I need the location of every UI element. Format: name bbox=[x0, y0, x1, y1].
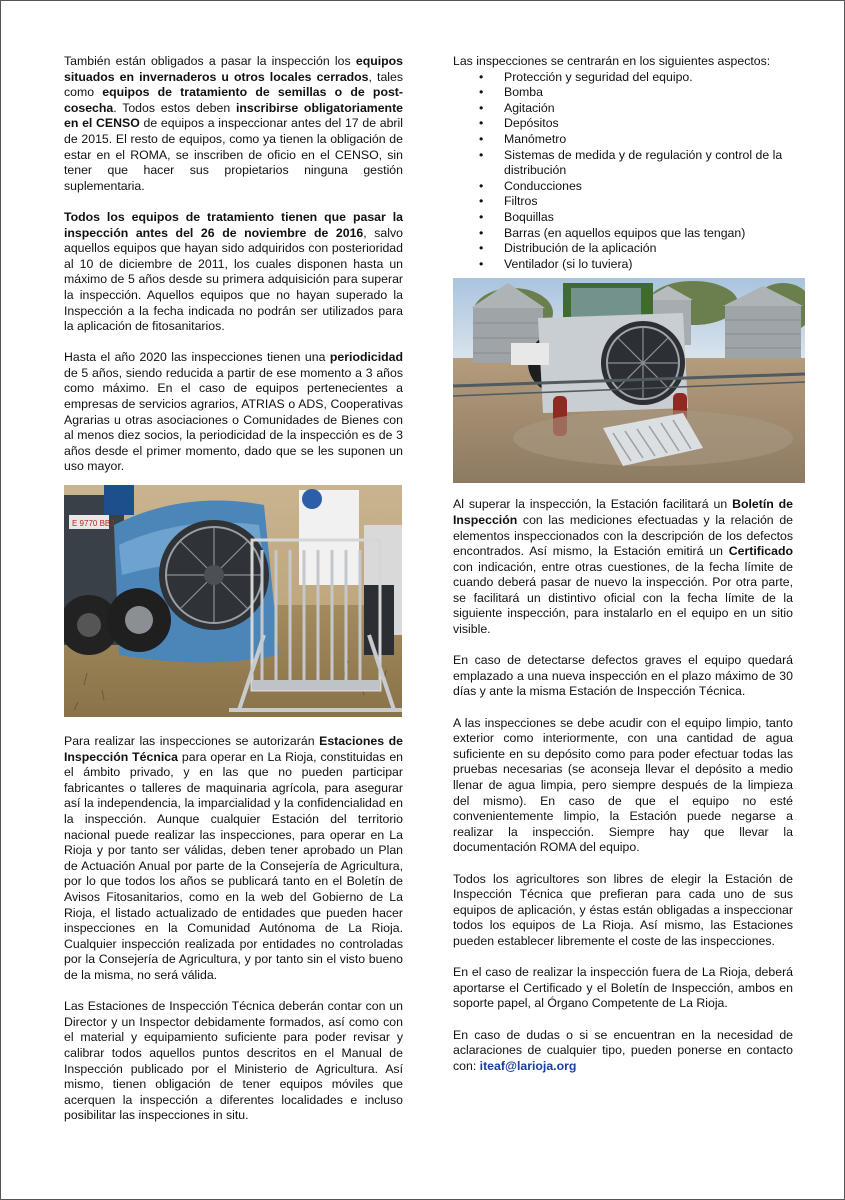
text: Al superar la inspección, la Estación facilitará un bbox=[453, 497, 733, 512]
left-column bbox=[64, 54, 403, 1124]
list-item: • Protección y seguridad del equipo. bbox=[453, 70, 793, 86]
bold-text: equipos de tratamiento de semillas o de post-cosecha bbox=[64, 85, 403, 115]
bold-text: periodicidad bbox=[329, 350, 403, 365]
list-item: • Conducciones bbox=[453, 179, 793, 195]
paragraph-censo bbox=[64, 54, 403, 194]
right-column bbox=[453, 54, 793, 1074]
text: , tales como bbox=[64, 69, 404, 100]
text: , salvo aquellos equipos que hayan sido adquiridos con posterioridad al 10 de diciembre de 2011, los cuales disponen hasta un máximo de 5 años desde su primera adquisición para superar la inspección. Aquellos equipos que no hayan superado la Inspección a la fecha indicada no podrán ser utilizados para la aplicación de fitosanitarios. bbox=[64, 225, 403, 334]
bold-text: Boletín de Inspección bbox=[453, 497, 793, 527]
text: . Todos estos deben bbox=[113, 100, 236, 115]
list-item: • Ventilador (si lo tuviera) bbox=[453, 257, 793, 273]
list-item: • Bomba bbox=[453, 85, 793, 101]
photo-tractor-sprayer bbox=[453, 278, 805, 483]
paragraph-periodicity bbox=[64, 350, 403, 475]
paragraph-bulletin bbox=[453, 497, 793, 637]
text: También están obligados a pasar la inspección los bbox=[64, 54, 356, 68]
aspects-list bbox=[453, 70, 793, 273]
bold-text: inscribirse obligatoriamente en el CENSO bbox=[64, 100, 404, 131]
list-item: • Distribución de la aplicación bbox=[453, 241, 793, 257]
photo-sprayer-inspection bbox=[64, 485, 402, 717]
list-item: • Boquillas bbox=[453, 210, 793, 226]
license-plate-text: E 9770 BBJ bbox=[72, 519, 115, 529]
bold-text: equipos situados en invernaderos u otros locales cerrados bbox=[64, 54, 403, 84]
paragraph-free-choice: Todos los agricultores son libres de elegir la Estación de Inspección Técnica que prefieran para cada uno de sus equipos de aplicación, y éstas están obligadas a inspeccionar todos los equipos de La Rioja. Así mismo, las Estaciones pueden establecer libremente el coste de las inspecciones. bbox=[453, 871, 793, 948]
paragraph-stations bbox=[64, 734, 403, 984]
text: En caso de dudas o si se encuentran en la necesidad de aclaraciones de cualquier tipo, pueden ponerse en contacto con: bbox=[453, 1027, 793, 1073]
sprayer-photo-illustration bbox=[64, 485, 402, 717]
text: de equipos a inspeccionar antes del 17 de abril de 2015. El resto de equipos, como ya tienen la obligación de estar en el ROMA, se inscriben de oficio en el CENSO, sin tener que hacer sus propietarios ninguna gestión suplementaria. bbox=[64, 116, 403, 193]
bold-text: Estaciones de Inspección Técnica bbox=[64, 734, 403, 764]
list-item: • Depósitos bbox=[453, 116, 793, 132]
paragraph-station-requirements: Las Estaciones de Inspección Técnica deberán contar con un Director y un Inspector debidamente formados, así como con el material y equipamiento suficiente para poder revisar y calibrar todos aquellos puntos descritos en el Manual de Inspección publicado por el Ministerio de Agricultura. Así mismo, tienen obligación de tener equipos móviles que acerquen la inspección a diferentes localidades e incluso posibilitar las inspecciones in situ. bbox=[64, 999, 403, 1123]
paragraph-deadline bbox=[64, 210, 403, 335]
text: con indicación, entre otras cuestiones, de la fecha límite de cuando deberá pasar de nuevo la inspección. Por otra parte, se facilitará un distintivo oficial con la fecha límite de la siguiente inspección, para instalarlo en el equipo en un sitio visible. bbox=[453, 559, 793, 637]
paragraph-contact bbox=[453, 1028, 793, 1075]
list-item: • Sistemas de medida y de regulación y control de la distribución bbox=[453, 148, 793, 179]
list-item: • Manómetro bbox=[453, 132, 793, 148]
text: con las mediciones efectuadas y la relación de elementos inspeccionados con la descripción de los defectos encontrados. Así mismo, la Estación emitirá un bbox=[453, 512, 793, 559]
text: de 5 años, siendo reducida a partir de ese momento a 3 años como máximo. En el caso de equipos pertenecientes a empresas de servicios agrarios, ATRIAS o ADS, Cooperativas Agrarias u otras asociaciones o Comunidades de Bienes con al menos diez socios, la periodicidad de la inspección es de 3 años desde el primer momento, dado que se les suponen un uso mayor. bbox=[64, 365, 403, 474]
paragraph-outside-rioja: En el caso de realizar la inspección fuera de La Rioja, deberá aportarse el Certificado y el Boletín de Inspección, ambos en soporte papel, al Órgano Competente de La Rioja. bbox=[453, 965, 793, 1011]
text: para operar en La Rioja, constituidas en el ámbito privado, y en las que no pueden participar fabricantes o talleres de maquinaria agrícola, para asegurar así la independencia, la imparcialidad y la confidencialidad en la inspección. Aunque cualquier Estación del territorio nacional puede realizar las inspecciones, para operar en La Rioja y por tanto ser válidas, deben tener aprobado un Plan de Actuación Anual por parte de la Consejería de Agricultura, por lo que todos los años se publicará tanto en el Boletín de Avisos Fitosanitarios, como en la web del Gobierno de La Rioja, el listado actualizado de entidades que pueden hacer inspecciones en la Comunidad Autónoma de La Rioja. Cualquier inspección realizada por entidades no controladas por la Consejería de Agricultura, y por tanto sin el visto bueno de la misma, no será válida. bbox=[64, 749, 404, 982]
aspects-intro: Las inspecciones se centrarán en los siguientes aspectos: bbox=[453, 54, 771, 68]
tractor-photo-illustration bbox=[453, 278, 805, 483]
text: Para realizar las inspecciones se autorizarán bbox=[64, 734, 320, 749]
list-item: • Filtros bbox=[453, 194, 793, 210]
contact-email-link[interactable]: iteaf@larioja.org bbox=[479, 1058, 577, 1073]
text: Hasta el año 2020 las inspecciones tienen una bbox=[64, 350, 330, 365]
bold-text: Todos los equipos de tratamiento tienen que pasar la inspección antes del 26 de noviembre de 2016 bbox=[64, 209, 403, 240]
list-item: • Agitación bbox=[453, 101, 793, 117]
paragraph-clean-equipment: A las inspecciones se debe acudir con el equipo limpio, tanto exterior como interiormente, con una cantidad de agua suficiente en su depósito como para poder efectuar todas las pruebas necesarias (se aconseja llevar el depósito a medio llenar de agua limpia, pero siempre después de la limpieza del mismo). En caso de que el equipo no esté convenientemente limpio, la Estación puede negarse a realizar la inspección. Siempre hay que llevar la documentación ROMA del equipo. bbox=[453, 715, 793, 855]
paragraph-defects: En caso de detectarse defectos graves el equipo quedará emplazado a una nueva inspección en el plazo máximo de 30 días y ante la misma Estación de Inspección Técnica. bbox=[453, 653, 793, 699]
bold-text: Certificado bbox=[728, 544, 793, 559]
list-item: • Barras (en aquellos equipos que las tengan) bbox=[453, 226, 793, 242]
